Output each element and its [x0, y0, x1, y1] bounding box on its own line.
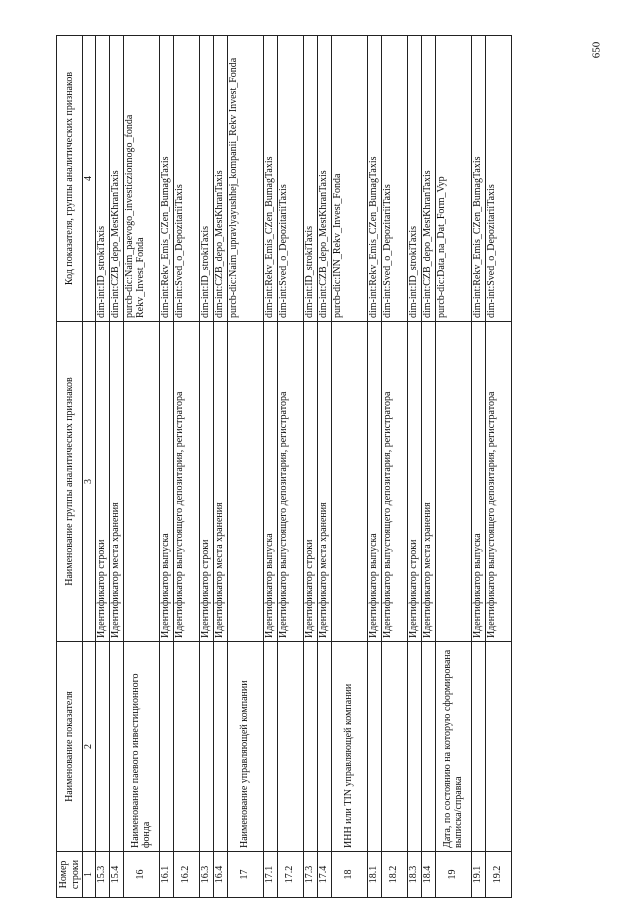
group-name: Идентификатор строки	[95, 322, 109, 642]
group-name	[227, 322, 263, 642]
group-name: Идентификатор выпуска	[367, 322, 381, 642]
group-name: Идентификатор выпуска	[159, 322, 173, 642]
header-indicator-name: Наименование показателя	[57, 642, 83, 852]
indicator-table	[56, 35, 512, 898]
column-number: 3	[83, 322, 96, 642]
table-row	[123, 36, 159, 898]
row-number: 15.4	[109, 852, 123, 898]
group-name: Идентификатор выпустоящего депозитария, регистратора	[173, 322, 199, 642]
group-name: Идентификатор места хранения	[213, 322, 227, 642]
code: dim-int:Sved_o_DepozitariiTaxis	[173, 36, 199, 322]
table-row	[159, 36, 173, 898]
code: purcb-dic:Naim_upravlyayushhej_kompanii_Rekv Invest_Fonda	[227, 36, 263, 322]
code: dim-int:CZB_depo_MestKhranTaxis	[109, 36, 123, 322]
table-row	[109, 36, 123, 898]
code: purcb-dic:Data_na_Dat_Form_Vyp	[435, 36, 471, 322]
table-row	[277, 36, 303, 898]
code: dim-int:ID_strokiTaxis	[95, 36, 109, 322]
code: dim-int:Rekv_Emis_CZen_BumagTaxis	[471, 36, 485, 322]
group-name: Идентификатор выпустоящего депозитария, регистратора	[277, 322, 303, 642]
header-row	[57, 36, 83, 898]
indicator-name	[213, 642, 227, 852]
group-name: Идентификатор выпустоящего депозитария, регистратора	[485, 322, 511, 642]
table-row	[485, 36, 511, 898]
page-number: 650	[590, 41, 603, 59]
row-number: 18	[331, 852, 367, 898]
code: dim-int:Rekv_Emis_CZen_BumagTaxis	[159, 36, 173, 322]
group-name: Идентификатор выпуска	[263, 322, 277, 642]
row-number: 19	[435, 852, 471, 898]
indicator-name	[421, 642, 435, 852]
row-number: 18.1	[367, 852, 381, 898]
header-row-number: Номер строки	[57, 852, 83, 898]
indicator-name	[159, 642, 173, 852]
header-group-name: Наименование группы аналитических признаков	[57, 322, 83, 642]
row-number: 18.2	[381, 852, 407, 898]
indicator-name	[303, 642, 317, 852]
group-name: Идентификатор строки	[199, 322, 213, 642]
code: dim-int:Sved_o_DepozitariiTaxis	[381, 36, 407, 322]
group-name	[331, 322, 367, 642]
table-row	[227, 36, 263, 898]
row-number: 16.4	[213, 852, 227, 898]
indicator-name: Наименование паевого инвестиционного фонда	[123, 642, 159, 852]
table-row	[407, 36, 421, 898]
table-row	[263, 36, 277, 898]
row-number: 18.3	[407, 852, 421, 898]
table-row	[173, 36, 199, 898]
table-row	[421, 36, 435, 898]
table-row	[471, 36, 485, 898]
group-name: Идентификатор места хранения	[109, 322, 123, 642]
group-name: Идентификатор выпуска	[471, 322, 485, 642]
row-number: 18.4	[421, 852, 435, 898]
indicator-name	[407, 642, 421, 852]
row-number: 16	[123, 852, 159, 898]
code: purcb-dic:Naim_paevogo_investiczionnogo_fonda Rekv_Invest_Fonda	[123, 36, 159, 322]
indicator-name	[367, 642, 381, 852]
code: dim-int:Rekv_Emis_CZen_BumagTaxis	[263, 36, 277, 322]
group-name: Идентификатор строки	[407, 322, 421, 642]
row-number: 16.1	[159, 852, 173, 898]
indicator-name	[95, 642, 109, 852]
indicator-name: Наименование управляющей компании	[227, 642, 263, 852]
table-row	[95, 36, 109, 898]
group-name: Идентификатор строки	[303, 322, 317, 642]
code: dim-int:ID_strokiTaxis	[407, 36, 421, 322]
indicator-name	[317, 642, 331, 852]
table-row	[213, 36, 227, 898]
code: dim-int:Sved_o_DepozitariiTaxis	[485, 36, 511, 322]
rotated-table-wrapper	[56, 36, 590, 898]
table-row	[303, 36, 317, 898]
table-row	[367, 36, 381, 898]
group-name: Идентификатор выпустоящего депозитария, регистратора	[381, 322, 407, 642]
table-row	[381, 36, 407, 898]
indicator-name	[173, 642, 199, 852]
column-number-row	[83, 36, 96, 898]
indicator-name	[199, 642, 213, 852]
row-number: 19.2	[485, 852, 511, 898]
row-number: 17.4	[317, 852, 331, 898]
code: dim-int:CZB_depo_MestKhranTaxis	[421, 36, 435, 322]
row-number: 19.1	[471, 852, 485, 898]
code: dim-int:Sved_o_DepozitariiTaxis	[277, 36, 303, 322]
table-row	[317, 36, 331, 898]
group-name	[123, 322, 159, 642]
indicator-name	[485, 642, 511, 852]
row-number: 16.2	[173, 852, 199, 898]
table-row	[435, 36, 471, 898]
row-number: 17	[227, 852, 263, 898]
indicator-name: Дата, по состоянию на которую сформирована выписка/справка	[435, 642, 471, 852]
row-number: 16.3	[199, 852, 213, 898]
column-number: 4	[83, 36, 96, 322]
indicator-name	[263, 642, 277, 852]
table-row	[199, 36, 213, 898]
code: dim-int:ID_strokiTaxis	[303, 36, 317, 322]
code: dim-int:CZB_depo_MestKhranTaxis	[317, 36, 331, 322]
indicator-name	[277, 642, 303, 852]
indicator-name: ИНН или TIN управляющей компании	[331, 642, 367, 852]
indicator-name	[471, 642, 485, 852]
row-number: 15.3	[95, 852, 109, 898]
group-name: Идентификатор места хранения	[421, 322, 435, 642]
row-number: 17.2	[277, 852, 303, 898]
header-code: Код показателя, группы аналитических признаков	[57, 36, 83, 322]
code: purcb-dic:INN_Rekv_Invest_Fonda	[331, 36, 367, 322]
code: dim-int:ID_strokiTaxis	[199, 36, 213, 322]
code: dim-int:Rekv_Emis_CZen_BumagTaxis	[367, 36, 381, 322]
column-number: 2	[83, 642, 96, 852]
row-number: 17.3	[303, 852, 317, 898]
column-number: 1	[83, 852, 96, 898]
table-row	[331, 36, 367, 898]
group-name	[435, 322, 471, 642]
group-name: Идентификатор места хранения	[317, 322, 331, 642]
code: dim-int:CZB_depo_MestKhranTaxis	[213, 36, 227, 322]
row-number: 17.1	[263, 852, 277, 898]
indicator-name	[381, 642, 407, 852]
indicator-name	[109, 642, 123, 852]
